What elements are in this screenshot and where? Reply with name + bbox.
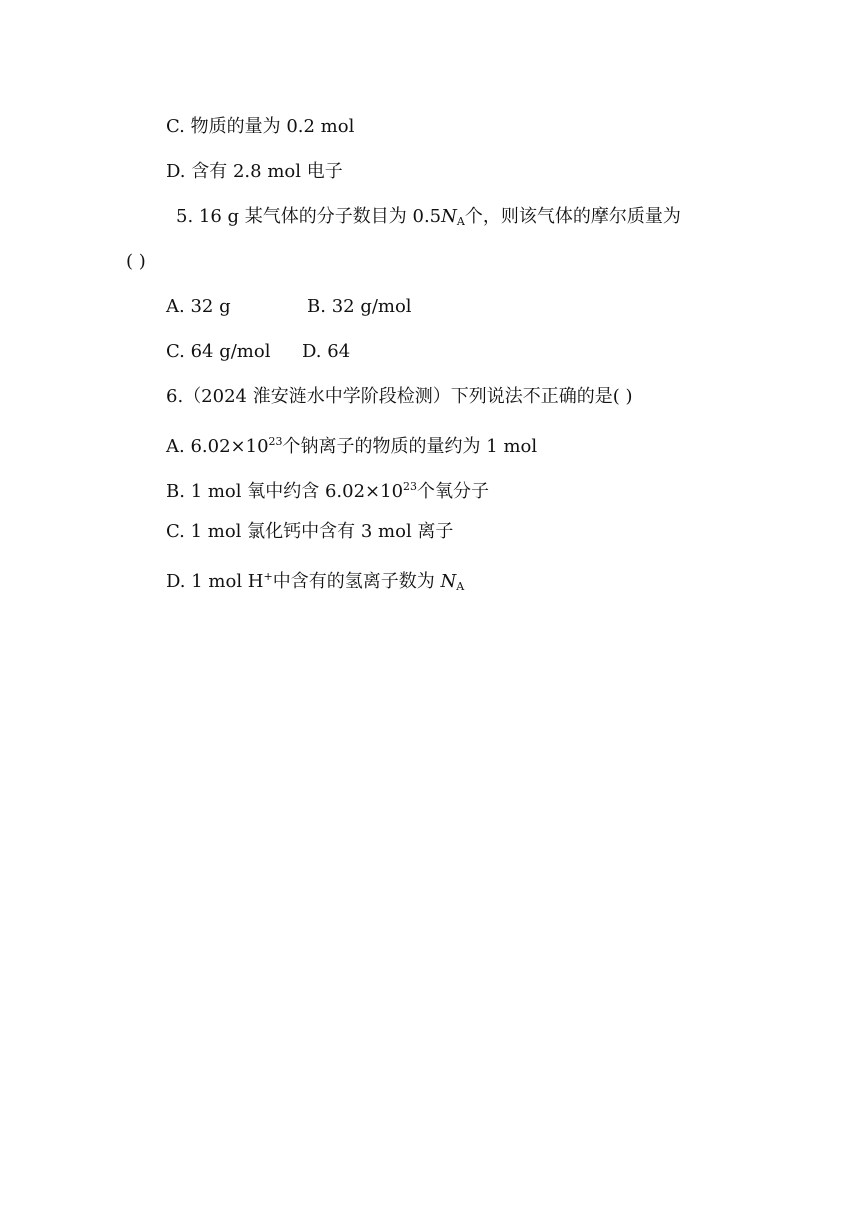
question-source: （2024 淮安涟水中学阶段检测）	[183, 386, 451, 407]
option-label: C.	[166, 521, 185, 542]
exponent: 23	[268, 435, 283, 448]
option-label: D.	[166, 571, 186, 592]
option-text: 64	[327, 341, 351, 362]
option-label: C.	[166, 341, 185, 362]
option-label: D.	[166, 161, 186, 182]
option-label: D.	[302, 341, 322, 362]
charge-superscript: +	[263, 570, 273, 583]
option-text-post: 个钠离子的物质的量约为 1 mol	[282, 436, 538, 457]
avogadro-symbol: N	[440, 571, 457, 592]
q6-option-c	[166, 520, 453, 544]
option-label: A.	[166, 436, 185, 457]
question-stem-part: 16 g 某气体的分子数目为 0.5	[198, 206, 442, 227]
avogadro-symbol: N	[441, 206, 457, 227]
q5-stem	[176, 205, 681, 234]
option-text-pre: 6.02×10	[190, 436, 269, 457]
q6-option-d	[166, 565, 464, 599]
question-number: 6.	[166, 386, 184, 407]
q4-option-d	[166, 160, 343, 184]
q5-answer-paren	[126, 250, 146, 274]
option-text: 32 g	[190, 296, 231, 317]
exponent: 23	[403, 480, 418, 493]
avogadro-subscript: A	[456, 215, 465, 228]
avogadro-subscript: A	[456, 580, 465, 593]
q6-option-b	[166, 475, 489, 504]
q5-options-row-2	[166, 340, 270, 364]
q6-stem	[166, 385, 633, 409]
question-stem: 下列说法不正确的是( )	[450, 386, 633, 407]
option-label: A.	[166, 296, 185, 317]
option-text-pre: 1 mol 氧中约含 6.02×10	[190, 481, 404, 502]
option-text-mid: 中含有的氢离子数为	[272, 571, 441, 592]
q6-option-a	[166, 430, 537, 459]
option-text: 64 g/mol	[190, 341, 271, 362]
option-text: 物质的量为 0.2 mol	[190, 116, 355, 137]
option-text-pre: 1 mol H	[191, 571, 264, 592]
option-text: 含有 2.8 mol 电子	[191, 161, 343, 182]
option-label: B.	[166, 481, 185, 502]
option-text: 32 g/mol	[331, 296, 412, 317]
option-text: 1 mol 氯化钙中含有 3 mol 离子	[190, 521, 454, 542]
question-stem-part: 个，则该气体的摩尔质量为	[464, 206, 681, 227]
option-text-post: 个氧分子	[417, 481, 490, 502]
q5-options-row-1	[166, 295, 231, 319]
q5-option-d	[302, 340, 350, 364]
option-a	[166, 296, 231, 317]
option-label: C.	[166, 116, 185, 137]
q5-option-b	[307, 295, 412, 319]
question-number: 5.	[176, 206, 194, 227]
q4-option-c	[166, 115, 354, 139]
option-label: B.	[307, 296, 326, 317]
answer-blank: ( )	[126, 251, 146, 272]
